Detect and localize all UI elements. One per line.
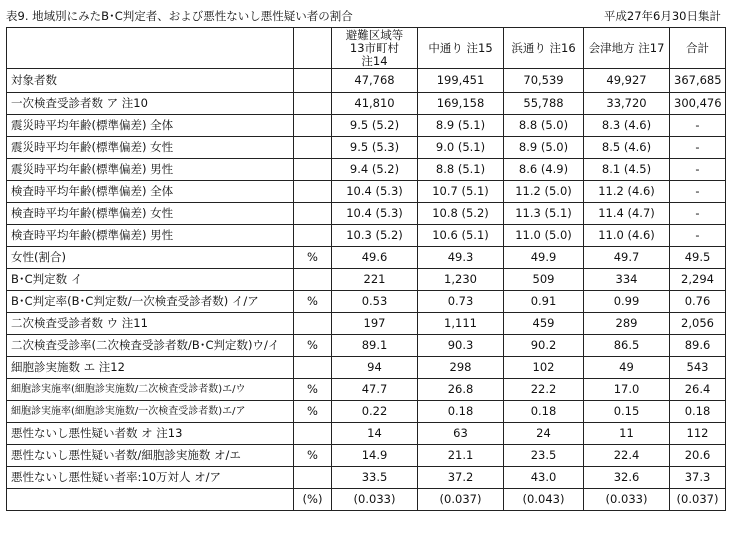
value-cell: 221 (332, 269, 418, 291)
row-unit (294, 159, 332, 181)
value-cell: 8.5 (4.6) (584, 137, 670, 159)
value-cell: 89.6 (670, 335, 726, 357)
value-cell: - (670, 159, 726, 181)
value-cell: 33,720 (584, 93, 670, 115)
row-label: 二次検査受診者数 ウ 注11 (7, 313, 294, 335)
table-row (7, 115, 726, 137)
value-cell: 0.15 (584, 401, 670, 423)
value-cell: 10.3 (5.2) (332, 225, 418, 247)
value-cell: 21.1 (418, 445, 504, 467)
value-cell: 459 (504, 313, 584, 335)
table-row (7, 159, 726, 181)
value-cell: 11 (584, 423, 670, 445)
table-row (7, 181, 726, 203)
value-cell: 9.0 (5.1) (418, 137, 504, 159)
header-total (670, 28, 726, 69)
column-header: 浜通り 注16 (511, 40, 576, 55)
value-cell: 17.0 (584, 379, 670, 401)
value-cell: 1,111 (418, 313, 504, 335)
value-cell: 14 (332, 423, 418, 445)
value-cell: 22.4 (584, 445, 670, 467)
row-label: 一次検査受診者数 ア 注10 (7, 93, 294, 115)
row-label (7, 489, 294, 511)
value-cell: 10.4 (5.3) (332, 203, 418, 225)
row-label: 細胞診実施率(細胞診実施数/一次検査受診者数)エ/ア (7, 401, 294, 423)
table-row (7, 357, 726, 379)
value-cell: - (670, 225, 726, 247)
table-body (7, 69, 726, 511)
value-cell: 11.2 (4.6) (584, 181, 670, 203)
value-cell: 8.6 (4.9) (504, 159, 584, 181)
header-unit-cell (294, 28, 332, 69)
table-row (7, 379, 726, 401)
value-cell: 24 (504, 423, 584, 445)
value-cell: 20.6 (670, 445, 726, 467)
table-row (7, 423, 726, 445)
table-title: 表9. 地域別にみたB･C判定者、および悪性ないし悪性疑い者の割合 (6, 9, 353, 23)
value-cell: 86.5 (584, 335, 670, 357)
value-cell: 33.5 (332, 467, 418, 489)
value-cell: 8.1 (4.5) (584, 159, 670, 181)
value-cell: 9.4 (5.2) (332, 159, 418, 181)
value-cell: 70,539 (504, 69, 584, 93)
column-header: 中通り 注15 (428, 40, 493, 55)
statistics-table (6, 27, 726, 511)
value-cell: 11.2 (5.0) (504, 181, 584, 203)
value-cell: 22.2 (504, 379, 584, 401)
value-cell: (0.033) (332, 489, 418, 511)
value-cell: 0.99 (584, 291, 670, 313)
row-unit: % (294, 401, 332, 423)
row-unit (294, 225, 332, 247)
value-cell: 14.9 (332, 445, 418, 467)
value-cell: 49.6 (332, 247, 418, 269)
table-row (7, 137, 726, 159)
value-cell: (0.043) (504, 489, 584, 511)
table-row (7, 401, 726, 423)
tally-date: 平成27年6月30日集計 (603, 9, 721, 23)
value-cell: 49.5 (670, 247, 726, 269)
value-cell: 49.3 (418, 247, 504, 269)
row-unit: % (294, 247, 332, 269)
row-unit (294, 423, 332, 445)
header-hamadori (504, 28, 584, 69)
value-cell: 41,810 (332, 93, 418, 115)
row-label: 二次検査受診率(二次検査受診者数/B･C判定数)ウ/イ (7, 335, 294, 357)
column-header: 避難区域等 13市町村 注14 (345, 27, 404, 68)
value-cell: 9.5 (5.3) (332, 137, 418, 159)
row-label: 細胞診実施数 エ 注12 (7, 357, 294, 379)
value-cell: 90.3 (418, 335, 504, 357)
value-cell: (0.037) (418, 489, 504, 511)
row-label: 悪性ないし悪性疑い者数 オ 注13 (7, 423, 294, 445)
value-cell: 8.3 (4.6) (584, 115, 670, 137)
header-aizu (584, 28, 670, 69)
column-header: 会津地方 注17 (588, 40, 665, 55)
column-header: 合計 (686, 40, 709, 55)
value-cell: 26.8 (418, 379, 504, 401)
row-unit (294, 467, 332, 489)
row-unit (294, 69, 332, 93)
row-unit (294, 137, 332, 159)
table-header (7, 28, 726, 69)
value-cell: 47.7 (332, 379, 418, 401)
value-cell: 0.18 (504, 401, 584, 423)
value-cell: 10.6 (5.1) (418, 225, 504, 247)
value-cell: 0.22 (332, 401, 418, 423)
table-row (7, 313, 726, 335)
value-cell: 543 (670, 357, 726, 379)
row-label: B･C判定率(B･C判定数/一次検査受診者数) イ/ア (7, 291, 294, 313)
value-cell: 289 (584, 313, 670, 335)
value-cell: - (670, 137, 726, 159)
value-cell: 49,927 (584, 69, 670, 93)
value-cell: 32.6 (584, 467, 670, 489)
value-cell: 1,230 (418, 269, 504, 291)
value-cell: 49.7 (584, 247, 670, 269)
row-label: 検査時平均年齢(標準偏差) 男性 (7, 225, 294, 247)
row-label: B･C判定数 イ (7, 269, 294, 291)
value-cell: 112 (670, 423, 726, 445)
row-label: 震災時平均年齢(標準偏差) 全体 (7, 115, 294, 137)
value-cell: 0.53 (332, 291, 418, 313)
header-nakadori (418, 28, 504, 69)
value-cell: 0.18 (418, 401, 504, 423)
row-unit: % (294, 291, 332, 313)
value-cell: 102 (504, 357, 584, 379)
table-row (7, 247, 726, 269)
table-row (7, 269, 726, 291)
row-unit: % (294, 445, 332, 467)
value-cell: 49.9 (504, 247, 584, 269)
value-cell: 0.91 (504, 291, 584, 313)
row-unit (294, 313, 332, 335)
value-cell: 90.2 (504, 335, 584, 357)
row-label: 検査時平均年齢(標準偏差) 女性 (7, 203, 294, 225)
value-cell: 43.0 (504, 467, 584, 489)
row-label: 対象者数 (7, 69, 294, 93)
row-label: 検査時平均年齢(標準偏差) 全体 (7, 181, 294, 203)
row-label: 細胞診実施率(細胞診実施数/二次検査受診者数)エ/ウ (7, 379, 294, 401)
value-cell: 63 (418, 423, 504, 445)
header-label-cell (7, 28, 294, 69)
value-cell: 0.18 (670, 401, 726, 423)
value-cell: - (670, 203, 726, 225)
value-cell: 334 (584, 269, 670, 291)
header-evacuation-area (332, 28, 418, 69)
table-row (7, 335, 726, 357)
value-cell: 8.8 (5.1) (418, 159, 504, 181)
row-label: 女性(割合) (7, 247, 294, 269)
value-cell: 94 (332, 357, 418, 379)
table-row (7, 69, 726, 93)
value-cell: 300,476 (670, 93, 726, 115)
row-unit (294, 203, 332, 225)
value-cell: 55,788 (504, 93, 584, 115)
row-unit: (%) (294, 489, 332, 511)
value-cell: 197 (332, 313, 418, 335)
value-cell: 10.7 (5.1) (418, 181, 504, 203)
table-row (7, 445, 726, 467)
value-cell: 169,158 (418, 93, 504, 115)
table-row (7, 93, 726, 115)
value-cell: 37.2 (418, 467, 504, 489)
value-cell: 367,685 (670, 69, 726, 93)
value-cell: 11.0 (4.6) (584, 225, 670, 247)
row-label: 震災時平均年齢(標準偏差) 男性 (7, 159, 294, 181)
value-cell: 8.9 (5.0) (504, 137, 584, 159)
value-cell: 47,768 (332, 69, 418, 93)
table-row (7, 225, 726, 247)
row-label: 悪性ないし悪性疑い者率:10万対人 オ/ア (7, 467, 294, 489)
row-unit: % (294, 379, 332, 401)
row-unit (294, 181, 332, 203)
value-cell: - (670, 115, 726, 137)
value-cell: 10.8 (5.2) (418, 203, 504, 225)
value-cell: 11.4 (4.7) (584, 203, 670, 225)
value-cell: 8.8 (5.0) (504, 115, 584, 137)
value-cell: 11.0 (5.0) (504, 225, 584, 247)
value-cell: 0.73 (418, 291, 504, 313)
row-label: 悪性ないし悪性疑い者数/細胞診実施数 オ/エ (7, 445, 294, 467)
value-cell: 49 (584, 357, 670, 379)
value-cell: 37.3 (670, 467, 726, 489)
row-unit: % (294, 335, 332, 357)
value-cell: 2,294 (670, 269, 726, 291)
value-cell: 8.9 (5.1) (418, 115, 504, 137)
value-cell: 9.5 (5.2) (332, 115, 418, 137)
table-row (7, 489, 726, 511)
row-unit (294, 115, 332, 137)
value-cell: 10.4 (5.3) (332, 181, 418, 203)
value-cell: 199,451 (418, 69, 504, 93)
table-row (7, 291, 726, 313)
table-row (7, 467, 726, 489)
table-row (7, 203, 726, 225)
value-cell: - (670, 181, 726, 203)
value-cell: 26.4 (670, 379, 726, 401)
row-unit (294, 269, 332, 291)
value-cell: 298 (418, 357, 504, 379)
value-cell: 2,056 (670, 313, 726, 335)
value-cell: 11.3 (5.1) (504, 203, 584, 225)
value-cell: (0.037) (670, 489, 726, 511)
title-bar (0, 0, 749, 24)
value-cell: 23.5 (504, 445, 584, 467)
row-unit (294, 93, 332, 115)
row-label: 震災時平均年齢(標準偏差) 女性 (7, 137, 294, 159)
value-cell: 509 (504, 269, 584, 291)
row-unit (294, 357, 332, 379)
value-cell: 89.1 (332, 335, 418, 357)
value-cell: (0.033) (584, 489, 670, 511)
value-cell: 0.76 (670, 291, 726, 313)
